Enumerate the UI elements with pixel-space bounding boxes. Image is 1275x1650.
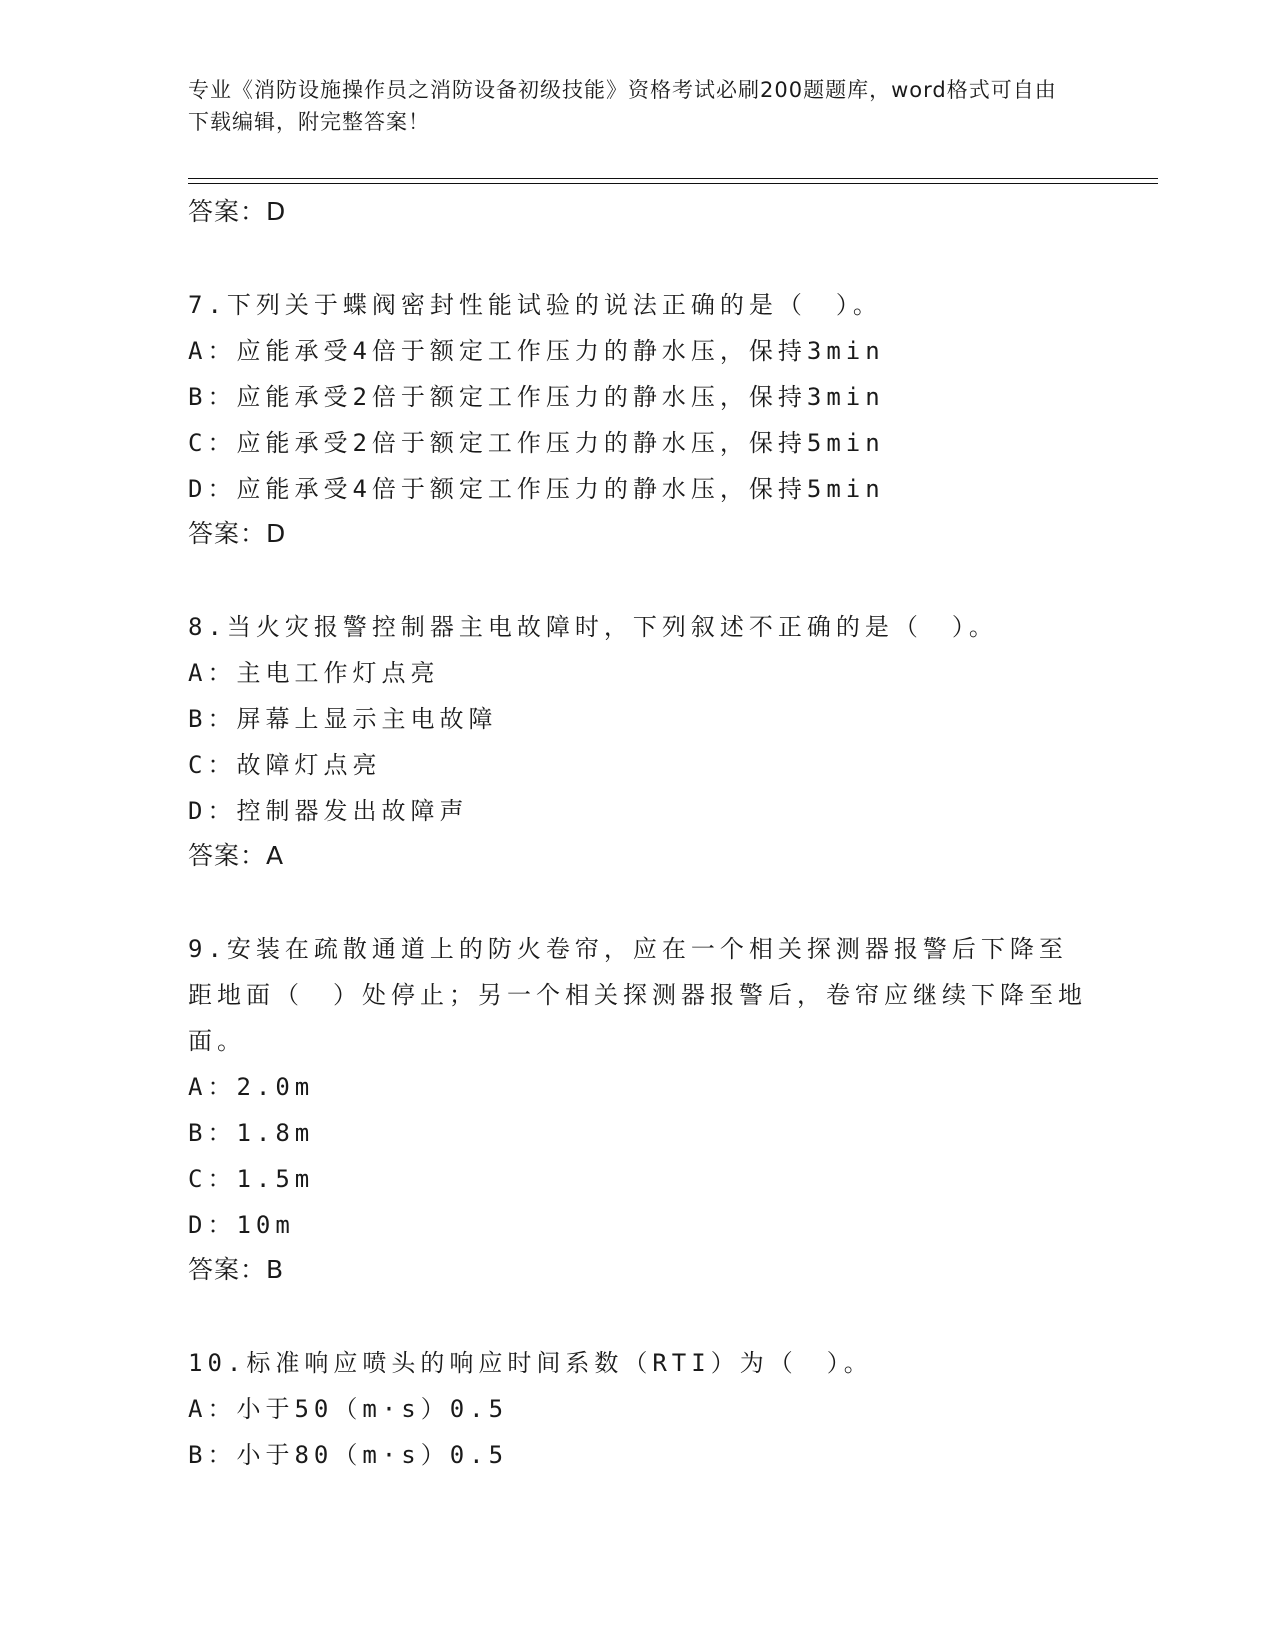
answer-label: 答案：: [188, 519, 267, 548]
question-block-8: [188, 604, 1088, 878]
answer-value: A: [266, 841, 285, 870]
question-block-9: [188, 926, 1088, 1292]
question-block-7: [188, 282, 1088, 556]
page-header: [188, 74, 1068, 138]
option-c: C：应能承受2倍于额定工作压力的静水压，保持5min: [188, 429, 885, 457]
question-stem: 10.标准响应喷头的响应时间系数（RTI）为（ ）。: [188, 1349, 873, 1377]
question-block-10: [188, 1340, 1088, 1478]
option-b: B：小于80（m·s）0.5: [188, 1441, 509, 1469]
answer-label: 答案：: [188, 1255, 267, 1284]
option-b: B：1.8m: [188, 1119, 315, 1147]
document-title: 专业《消防设施操作员之消防设备初级技能》资格考试必刷200题题库，word格式可自由下载编辑，附完整答案！: [188, 78, 1057, 134]
answer-label: 答案：: [188, 841, 267, 870]
option-d: D：控制器发出故障声: [188, 797, 469, 825]
answer-label: 答案：: [188, 197, 267, 226]
option-a: A：2.0m: [188, 1073, 315, 1101]
header-rule-top: [188, 178, 1158, 179]
answer-value: D: [266, 197, 287, 226]
option-a: A：应能承受4倍于额定工作压力的静水压，保持3min: [188, 337, 885, 365]
question-stem: 9.安装在疏散通道上的防火卷帘，应在一个相关探测器报警后下降至距地面（ ）处停止；另一个相关探测器报警后，卷帘应继续下降至地面。: [188, 935, 1087, 1055]
answer-line: [188, 1248, 1088, 1292]
option-d: D：10m: [188, 1211, 295, 1239]
answer-line: [188, 834, 1088, 878]
option-d: D：应能承受4倍于额定工作压力的静水压，保持5min: [188, 475, 885, 503]
answer-line: [188, 190, 1088, 234]
question-stem: 8.当火灾报警控制器主电故障时，下列叙述不正确的是（ ）。: [188, 613, 998, 641]
question-list: [188, 190, 1088, 1478]
option-b: B：屏幕上显示主电故障: [188, 705, 498, 733]
option-a: A：主电工作灯点亮: [188, 659, 440, 687]
answer-value: B: [266, 1255, 285, 1284]
option-c: C：故障灯点亮: [188, 751, 382, 779]
question-stem: 7.下列关于蝶阀密封性能试验的说法正确的是（ ）。: [188, 291, 882, 319]
header-rule-bottom: [188, 183, 1158, 184]
option-c: C：1.5m: [188, 1165, 315, 1193]
answer-value: D: [266, 519, 287, 548]
option-a: A：小于50（m·s）0.5: [188, 1395, 509, 1423]
answer-line: [188, 512, 1088, 556]
option-b: B：应能承受2倍于额定工作压力的静水压，保持3min: [188, 383, 885, 411]
